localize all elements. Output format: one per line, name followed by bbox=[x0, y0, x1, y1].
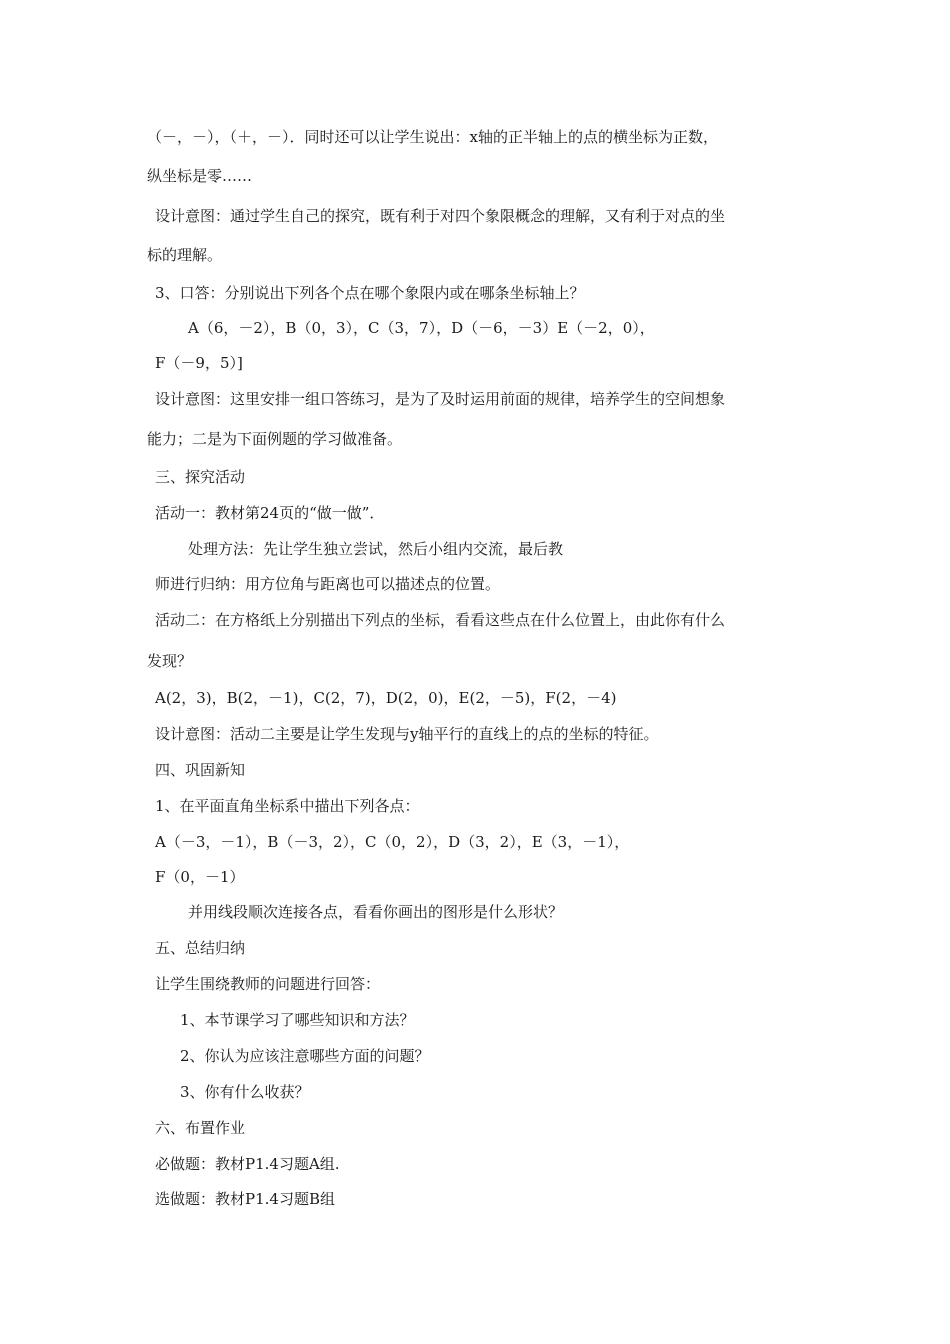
text-line: 纵坐标是零…… bbox=[147, 167, 253, 185]
section-heading: 四、巩固新知 bbox=[155, 761, 246, 779]
text-line: 标的理解。 bbox=[147, 246, 223, 264]
section-heading: 六、布置作业 bbox=[155, 1119, 246, 1137]
text-line: （－，－），（＋，－）．同时还可以让学生说出：x轴的正半轴上的点的横坐标为正数， bbox=[147, 128, 718, 146]
text-line: 能力；二是为下面例题的学习做准备。 bbox=[147, 430, 403, 448]
text-line: A（－3，－1），B（－3，2），C（0，2），D（3，2），E（3，－1）， bbox=[155, 833, 630, 851]
text-line: 2、你认为应该注意哪些方面的问题？ bbox=[180, 1047, 430, 1065]
section-heading: 五、总结归纳 bbox=[155, 939, 246, 957]
text-line: 必做题：教材P1.4习题A组. bbox=[155, 1155, 340, 1173]
text-line: A(2，3)，B(2，－1)，C(2，7)，D(2，0)，E(2，－5)，F(2，－4) bbox=[155, 689, 617, 707]
text-line: 师进行归纳：用方位角与距离也可以描述点的位置。 bbox=[155, 575, 501, 593]
text-line: 3、口答：分别说出下列各个点在哪个象限内或在哪条坐标轴上？ bbox=[155, 284, 585, 302]
text-line: F（0，－1） bbox=[155, 868, 245, 886]
section-heading: 三、探究活动 bbox=[155, 468, 246, 486]
text-line: 活动二：在方格纸上分别描出下列点的坐标，看看这些点在什么位置上，由此你有什么 bbox=[155, 611, 726, 629]
text-line: 选做题：教材P1.4习题B组 bbox=[155, 1190, 335, 1208]
text-line: 处理方法：先让学生独立尝试，然后小组内交流，最后教 bbox=[188, 540, 564, 558]
text-line: 1、本节课学习了哪些知识和方法？ bbox=[180, 1011, 415, 1029]
text-line: 设计意图：活动二主要是让学生发现与y轴平行的直线上的点的坐标的特征。 bbox=[155, 725, 659, 743]
text-line: F（－9，5）] bbox=[155, 354, 243, 372]
text-line: 1、在平面直角坐标系中描出下列各点： bbox=[155, 797, 420, 815]
text-line: 设计意图：这里安排一组口答练习，是为了及时运用前面的规律，培养学生的空间想象 bbox=[155, 390, 726, 408]
text-line: 并用线段顺次连接各点，看看你画出的图形是什么形状？ bbox=[188, 903, 564, 921]
text-line: 设计意图：通过学生自己的探究，既有利于对四个象限概念的理解，又有利于对点的坐 bbox=[155, 207, 726, 225]
text-line: 发现？ bbox=[147, 652, 193, 670]
text-line: 让学生围绕教师的问题进行回答： bbox=[155, 975, 381, 993]
text-line: 3、你有什么收获？ bbox=[180, 1083, 310, 1101]
text-line: 活动一：教材第24页的“做一做”． bbox=[155, 504, 385, 522]
text-line: A（6，－2），B（0，3），C（3，7），D（－6，－3）E（－2，0）， bbox=[188, 319, 655, 337]
